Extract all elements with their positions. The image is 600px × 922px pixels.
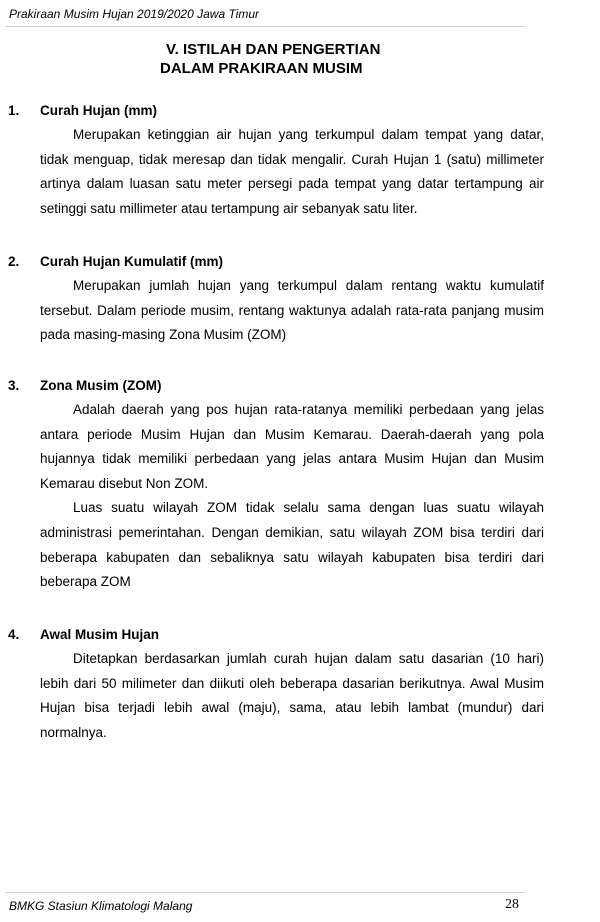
section-heading: [0, 254, 600, 274]
section-zona-musim: [0, 378, 600, 595]
section-paragraph: Ditetapkan berdasarkan jumlah curah hujan dalam satu dasarian (10 hari) lebih dari 50 milimeter dan diikuti oleh beberapa dasarian berikutnya. Awal Musim Hujan bisa terjadi lebih awal (maju), sama, atau lebih lambat (mundur) dari normalnya.: [40, 651, 544, 740]
section-heading: [0, 627, 600, 647]
section-paragraph: Adalah daerah yang pos hujan rata-ratanya memiliki perbedaan yang jelas antara periode Musim Hujan dan Musim Kemarau. Daerah-daerah yang pola hujannya tidak memiliki perbedaan yang jelas antara Musim Hujan dan Musim Kemarau disebut Non ZOM.: [40, 402, 544, 491]
section-title: Curah Hujan Kumulatif (mm): [40, 254, 224, 269]
footer-divider: [5, 892, 525, 893]
section-paragraph: Merupakan ketinggian air hujan yang terkumpul dalam tempat yang datar, tidak menguap, tidak meresap dan tidak mengalir. Curah Hujan 1 (satu) millimeter artinya dalam luasan satu meter persegi pada tempat yang datar tertampung air setinggi satu millimeter atau tertampung air sebanyak satu liter.: [40, 127, 544, 216]
section-title: Zona Musim (ZOM): [40, 378, 162, 393]
section-number: 1.: [8, 103, 20, 118]
section-awal-musim-hujan: [0, 627, 600, 745]
chapter-title-line-2: DALAM PRAKIRAAN MUSIM: [160, 60, 363, 77]
section-number: 4.: [8, 627, 20, 642]
header-divider: [5, 26, 525, 27]
section-curah-hujan-kumulatif: [0, 254, 600, 348]
section-title: Awal Musim Hujan: [40, 627, 160, 642]
section-paragraph: Luas suatu wilayah ZOM tidak selalu sama dengan luas suatu wilayah administrasi pemerintahan. Dengan demikian, satu wilayah ZOM bisa terdiri dari beberapa kabupaten dan sebaliknya satu wilayah kabupaten bisa terdiri dari beberapa ZOM: [40, 500, 544, 590]
page-number: 28: [505, 897, 519, 912]
section-curah-hujan: [0, 103, 600, 221]
section-paragraph: Merupakan jumlah hujan yang terkumpul dalam rentang waktu kumulatif tersebut. Dalam periode musim, rentang waktunya adalah rata-rata panjang musim pada masing-masing Zona Musim (ZOM): [40, 278, 544, 343]
running-header: Prakiraan Musim Hujan 2019/2020 Jawa Timur: [9, 7, 260, 21]
running-footer: BMKG Stasiun Klimatologi Malang: [9, 899, 193, 913]
chapter-title: [160, 40, 380, 78]
chapter-title-line-1: V. ISTILAH DAN PENGERTIAN: [166, 41, 381, 58]
section-heading: [0, 103, 600, 123]
section-title: Curah Hujan (mm): [40, 103, 158, 118]
section-number: 2.: [8, 254, 20, 269]
section-heading: [0, 378, 600, 398]
section-number: 3.: [8, 378, 20, 393]
